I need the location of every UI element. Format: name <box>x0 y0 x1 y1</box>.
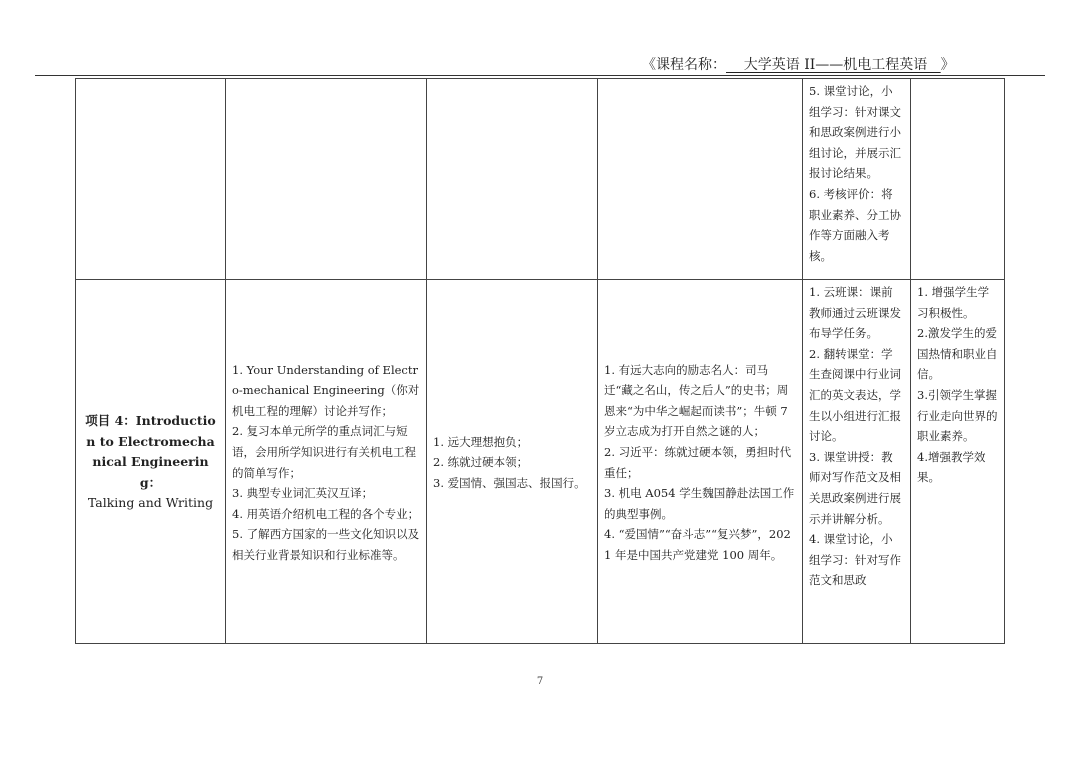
method-item: 2. 翻转课堂：学生查阅课中行业词汇的英文表达，学生以小组进行汇报讨论。 <box>809 346 901 444</box>
method-item: 1. 云班课：课前教师通过云班课发布导学任务。 <box>809 285 901 341</box>
cases-cell <box>598 280 803 644</box>
table-cell <box>226 79 427 280</box>
table-cell <box>427 79 598 280</box>
header-rule <box>35 75 1045 76</box>
ideological-points-cell <box>427 280 598 644</box>
case-item: 2. 习近平：练就过硬本领，勇担时代重任； <box>604 444 792 480</box>
course-name: 大学英语 II——机电工程英语 <box>726 57 941 73</box>
objective-item: 4. 用英语介绍机电工程的各个专业； <box>232 506 420 521</box>
objective-item: 2. 复习本单元所学的重点词汇与短语，会用所学知识进行有关机电工程的简单写作； <box>232 424 416 480</box>
objective-item: 5. 了解西方国家的一些文化知识以及相关行业背景知识和行业标准等。 <box>232 527 420 562</box>
table-cell <box>911 79 1005 280</box>
project-subtitle: Talking and Writing <box>87 495 214 511</box>
teaching-methods-cell <box>803 79 911 280</box>
header-prefix: 《课程名称： <box>642 57 726 73</box>
teaching-methods-cell <box>803 280 911 644</box>
outcome-item: 4.增强教学效果。 <box>917 449 986 485</box>
project-title: 项目 4：Introduction to Electromechanical Engineering： <box>85 413 216 490</box>
objective-item: 3. 典型专业词汇英汉互译； <box>232 486 374 501</box>
case-item: 3. 机电 A054 学生魏国静赴法国工作的典型事例。 <box>604 486 795 521</box>
header-suffix: 》 <box>940 57 955 73</box>
table-cell <box>598 79 803 280</box>
method-item: 4. 课堂讨论，小组学习：针对写作范文和思政 <box>809 532 901 588</box>
page-number: 7 <box>536 676 544 687</box>
method-item: 5. 课堂讨论，小组学习：针对课文和思政案例进行小组讨论，并展示汇报讨论结果。 <box>809 84 901 181</box>
method-item: 3. 课堂讲授：教师对写作范文及相关思政案例进行展示并讲解分析。 <box>809 449 901 526</box>
table-row <box>76 79 1005 280</box>
outcome-item: 2.激发学生的爱国热情和职业自信。 <box>917 326 998 382</box>
case-item: 1. 有远大志向的励志名人：司马迁“藏之名山，传之后人”的史书；周恩来“为中华之崛起而读书”；牛顿 7 岁立志成为打开自然之谜的人； <box>604 362 789 439</box>
outcomes-cell <box>911 280 1005 644</box>
point-item: 2. 练就过硬本领； <box>433 455 529 470</box>
outcome-item: 3.引领学生掌握行业走向世界的职业素养。 <box>917 387 998 444</box>
method-item: 6. 考核评价：将职业素养、分工协作等方面融入考核。 <box>809 186 901 263</box>
project-title-cell <box>76 280 226 644</box>
objective-item: 1. Your Understanding of Electro-mechanical Engineering（你对机电工程的理解）讨论并写作； <box>232 362 420 418</box>
point-item: 1. 远大理想抱负； <box>433 434 529 449</box>
table-row <box>76 280 1005 644</box>
curriculum-table <box>75 78 1005 644</box>
document-header <box>642 54 955 74</box>
outcome-item: 1. 增强学生学习积极性。 <box>917 285 990 320</box>
point-item: 3. 爱国情、强国志、报国行。 <box>433 475 586 490</box>
table-cell <box>76 79 226 280</box>
learning-objectives-cell <box>226 280 427 644</box>
case-item: 4. “爱国情”“奋斗志”“复兴梦”，2021 年是中国共产党建党 100 周年。 <box>604 527 791 562</box>
